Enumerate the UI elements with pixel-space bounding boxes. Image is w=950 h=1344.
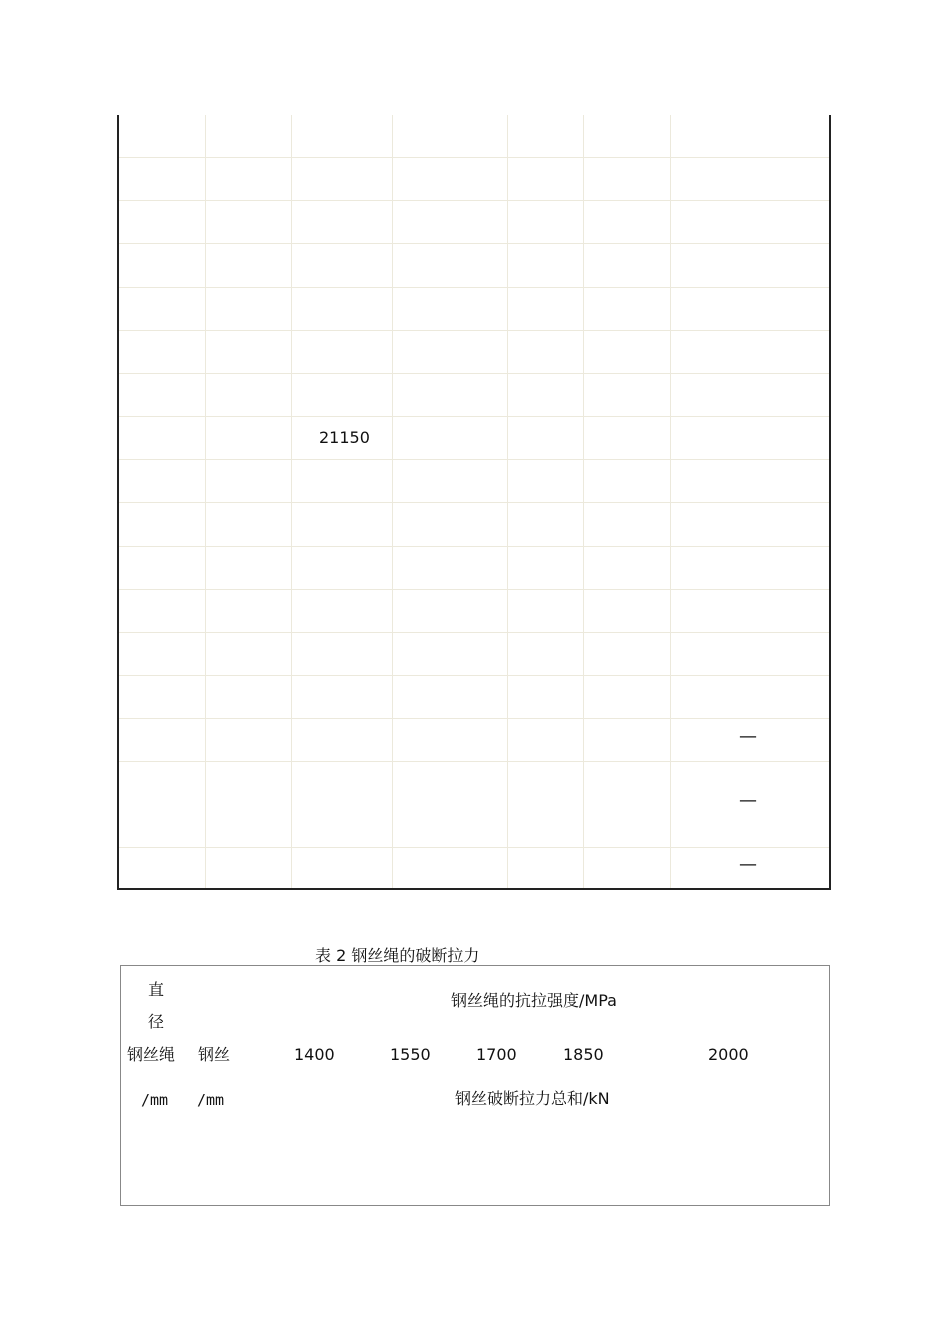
strength-1700: 1700 [476, 1045, 517, 1064]
rope-label: 钢丝绳 [127, 1045, 176, 1064]
strength-2000: 2000 [708, 1045, 749, 1064]
rope-unit: /mm [141, 1091, 169, 1109]
value-cell: 21150 [319, 428, 370, 447]
wire-unit: /mm [197, 1091, 225, 1109]
grid-hline [119, 589, 829, 590]
strength-header: 钢丝绳的抗拉强度/MPa [451, 991, 617, 1010]
grid-hline [119, 546, 829, 547]
dash-cell: — [739, 854, 757, 875]
grid-hline [119, 718, 829, 719]
upper-table [117, 115, 831, 890]
grid-hline [119, 632, 829, 633]
dash-cell: — [739, 726, 757, 747]
wire-label: 钢丝 [198, 1045, 231, 1064]
grid-hline [119, 459, 829, 460]
diameter-label-2: 径 [148, 1012, 165, 1031]
grid-hline [119, 416, 829, 417]
strength-1850: 1850 [563, 1045, 604, 1064]
grid-hline [119, 675, 829, 676]
grid-hline [119, 847, 829, 848]
grid-hline [119, 287, 829, 288]
breaking-force-table [120, 965, 830, 1206]
table-caption: 表 2 钢丝绳的破断拉力 [315, 946, 480, 965]
strength-1400: 1400 [294, 1045, 335, 1064]
grid-hline [119, 761, 829, 762]
diameter-label-1: 直 [148, 980, 165, 999]
grid-hline [119, 200, 829, 201]
grid-hline [119, 502, 829, 503]
strength-1550: 1550 [390, 1045, 431, 1064]
dash-cell: — [739, 790, 757, 811]
grid-hline [119, 243, 829, 244]
force-header: 钢丝破断拉力总和/kN [455, 1089, 610, 1108]
grid-hline [119, 373, 829, 374]
grid-hline [119, 330, 829, 331]
grid-hline [119, 157, 829, 158]
